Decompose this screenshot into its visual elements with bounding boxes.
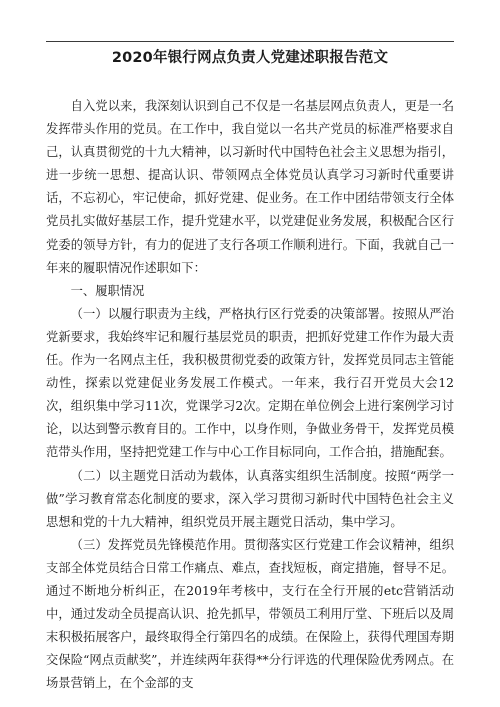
document-title: 2020年银行网点负责人党建述职报告范文 xyxy=(111,50,389,66)
document-body xyxy=(46,95,454,695)
header-rule xyxy=(46,41,454,42)
paragraph-duty-2: （二）以主题党日活动为载体，认真落实组织生活制度。按照“两学一做”学习教育常态化制度的要求，深入学习贯彻习新时代中国特色社会主义思想和党的十九大精神，组织党员开展主题党日活动，集中学习。 xyxy=(46,468,454,529)
intro-paragraph: 自入党以来，我深刻认识到自己不仅是一名基层网点负责人，更是一名发挥带头作用的党员。在工作中，我自觉以一名共产党员的标准严格要求自己，认真贯彻党的十九大精神，以习新时代中国特色社会主义思想为指引，进一步统一思想、提高认识、带领网点全体党员认真学习习新时代重要讲话，不忘初心，牢记使命，抓好党建、促业务。在工作中团结带领支行全体党员扎实做好基层工作，提升党建水平，以党建促业务发展，积极配合区行党委的领导方针，有力的促进了支行各项工作顺利进行。下面，我就自己一年来的履职情况作述职如下： xyxy=(46,99,454,275)
paragraph-duty-1: （一）以履行职责为主线，严格执行区行党委的决策部署。按照从严治党新要求，我始终牢记和履行基层党员的职责，把抓好党建工作作为最大责任。作为一名网点主任，我积极贯彻党委的政策方针，发挥党员同志主管能动性，探索以党建促业务发展工作模式。一年来，我行召开党员大会12次，组织集中学习11次，党课学习2次。定期在单位例会上进行案例学习讨论，以达到警示教育目的。工作中，以身作则，争做业务骨干，发挥党员模范带头作用，坚持把党建工作与中心工作目标同向，工作合拍，措施配套。 xyxy=(46,306,454,460)
paragraph-duty-3: （三）发挥党员先锋模范作用。贯彻落实区行党建工作会议精神，组织支部全体党员结合日常工作痛点、难点，查找短板，商定措施，督导不足。通过不断地分析纠正，在2019年考核中，支行在全行开展的etc营销活动中，通过发动全员提高认识、抢先抓早，带领员工利用厅堂、下班后以及周末积极拓展客户，最终取得全行第四名的成绩。在保险上，获得代理国寿期交保险“网点贡献奖”，并连续两年获得**分行评选的代理保险优秀网点。在场景营销上，在个金部的支 xyxy=(46,537,454,691)
section-heading-duty: 一、履职情况 xyxy=(70,283,145,298)
